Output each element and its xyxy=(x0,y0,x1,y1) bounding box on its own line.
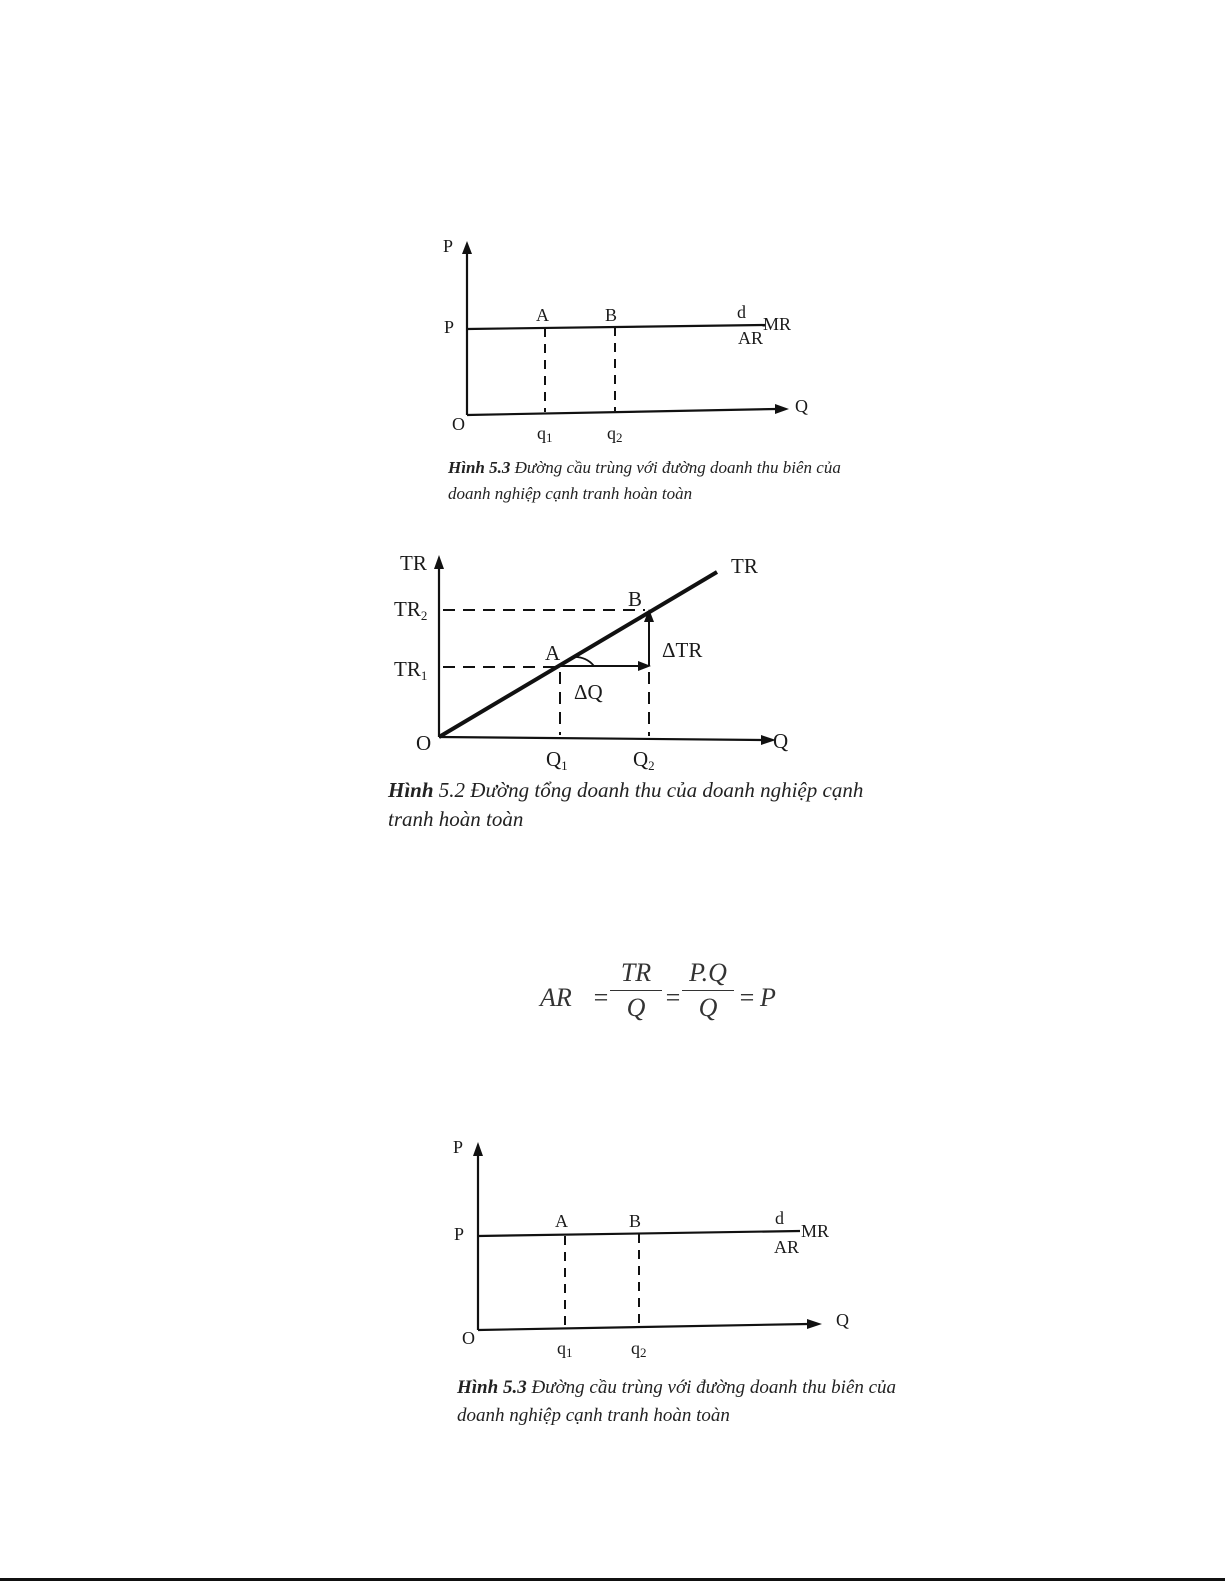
curve-label-mr: MR xyxy=(763,314,792,334)
q2-label: q2 xyxy=(607,423,623,445)
figure-1-caption-text: Đường cầu trùng với đường doanh thu biên của doanh nghiệp cạnh tranh hoàn toàn xyxy=(448,458,841,503)
tr1-label: TR1 xyxy=(394,657,428,683)
origin-label: O xyxy=(416,731,432,755)
q2-label: q2 xyxy=(631,1338,647,1360)
formula-equals-3: = xyxy=(738,983,756,1012)
q1-label: Q1 xyxy=(546,747,568,773)
point-b-label: B xyxy=(628,587,643,611)
axis-label-p: P xyxy=(453,1137,464,1157)
curve-label-d: d xyxy=(737,302,746,322)
tr2-label: TR2 xyxy=(394,597,428,623)
delta-q-label: ΔQ xyxy=(574,680,603,704)
axis-label-p: P xyxy=(443,236,454,256)
page-bottom-rule xyxy=(0,1578,1225,1581)
figure-1-caption-number: Hình 5.3 xyxy=(448,458,511,477)
figure-3-caption xyxy=(457,1374,897,1430)
fraction-1-numerator: TR xyxy=(620,958,652,987)
formula-rhs: P xyxy=(760,983,776,1012)
price-level-label: P xyxy=(454,1224,465,1244)
curve-label-ar: AR xyxy=(774,1237,800,1257)
origin-label: O xyxy=(462,1328,475,1348)
x-axis-arrow xyxy=(807,1319,822,1329)
fraction-1-denominator: Q xyxy=(626,993,646,1022)
x-axis xyxy=(478,1324,808,1330)
price-level-label: P xyxy=(444,317,455,337)
point-b-label: B xyxy=(629,1211,642,1231)
curve-label-mr: MR xyxy=(801,1221,830,1241)
fraction-2-denominator: Q xyxy=(698,993,718,1022)
figure-3-caption-text: Đường cầu trùng với đường doanh thu biên của doanh nghiệp cạnh tranh hoàn toàn xyxy=(457,1377,897,1426)
figure-2-caption-text: 5.2 Đường tổng doanh thu của doanh nghiệp cạnh tranh hoàn toàn xyxy=(388,778,864,831)
formula-lhs: AR xyxy=(540,983,572,1012)
curve-label-d: d xyxy=(775,1208,784,1228)
formula-equals-1: = xyxy=(592,983,610,1012)
axis-label-tr: TR xyxy=(400,551,427,575)
y-axis-arrow xyxy=(473,1142,483,1156)
axis-label-q: Q xyxy=(795,396,808,416)
fraction-2-numerator: P.Q xyxy=(689,958,727,987)
point-a-label: A xyxy=(555,1211,568,1231)
axis-label-q: Q xyxy=(836,1310,849,1330)
point-a-label: A xyxy=(545,641,561,665)
point-b-label: B xyxy=(605,305,618,325)
formula-equals-2: = xyxy=(664,983,682,1012)
point-a-label: A xyxy=(536,305,549,325)
q1-label: q1 xyxy=(537,423,553,445)
delta-tr-label: ΔTR xyxy=(662,638,703,662)
q1-label: q1 xyxy=(557,1338,573,1360)
axis-label-q: Q xyxy=(773,729,789,753)
origin-label: O xyxy=(452,414,465,434)
figure-2-caption-number: Hình xyxy=(388,778,434,802)
curve-label-ar: AR xyxy=(738,328,764,348)
q2-label: Q2 xyxy=(633,747,655,773)
tr-curve-label: TR xyxy=(731,554,758,578)
figure-3-caption-number: Hình 5.3 xyxy=(457,1377,527,1398)
